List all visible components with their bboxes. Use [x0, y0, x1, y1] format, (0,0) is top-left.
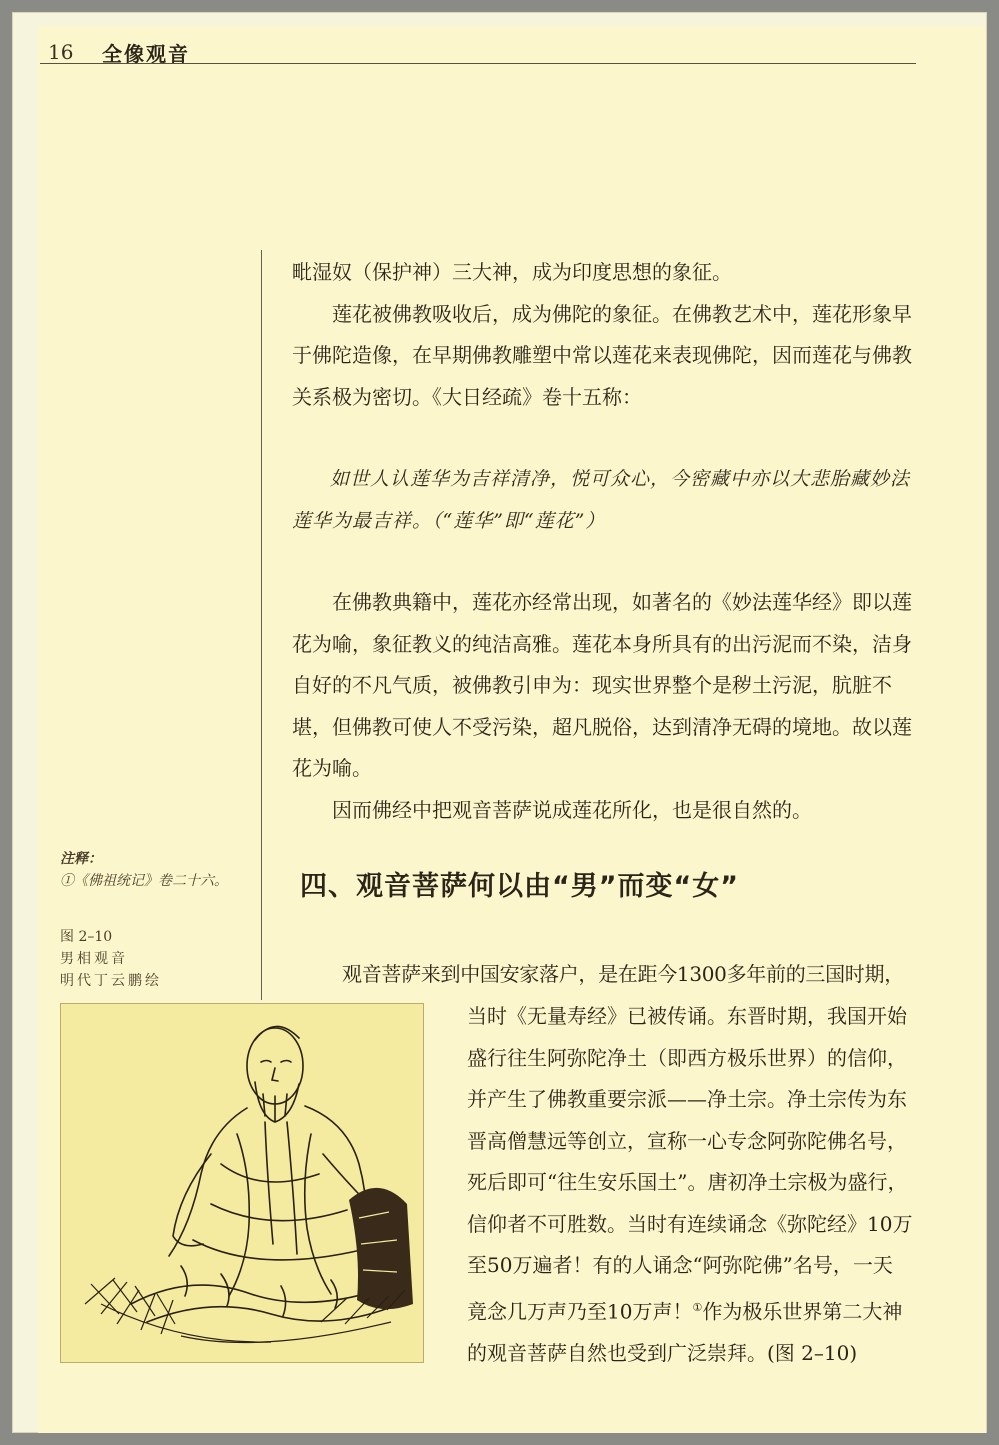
paragraph: 因而佛经中把观音菩萨说成莲花所化，也是很自然的。 — [332, 797, 812, 822]
text-segment: 作为极乐世界第二大神 — [702, 1299, 903, 1324]
notes-label: 注释： — [60, 851, 102, 867]
text-line: 死后即可“往生安乐国土”。唐初净土宗极为盛行， — [467, 1170, 908, 1194]
paragraph: 在佛教典籍中，莲花亦经常出现，如著名的《妙法莲华经》即以莲花为喻，象征教义的纯洁高雅。莲花本身所具有的出污泥而不染，洁身自好的不凡气质，被佛教引申为：现实世界整个是秽土污泥，肮脏不堪，但佛教可使人不受污染，超凡脱俗，达到清净无碍的境地。故以莲花为喻。 — [292, 590, 912, 780]
book-title: 全像观音 — [102, 42, 190, 66]
figure-title: 男相观音 — [60, 951, 128, 967]
footnote-item: ①《佛祖统记》卷二十六。 — [60, 873, 228, 889]
footnotes — [60, 848, 228, 892]
page-number: 16 — [48, 40, 74, 64]
text-line: 信仰者不可胜数。当时有连续诵念《弥陀经》10万 — [467, 1211, 913, 1236]
guanyin-illustration — [60, 1003, 424, 1363]
paragraph-first-line: 观音菩萨来到中国安家落户，是在距今1300多年前的三国时期， — [342, 962, 904, 986]
ink-drawing-male-guanyin — [61, 1004, 423, 1362]
figure-number: 图 2–10 — [60, 929, 113, 945]
text-line: 并产生了佛教重要宗派——净土宗。净土宗传为东 — [467, 1087, 907, 1111]
text-line: 的观音菩萨自然也受到广泛崇拜。(图 2–10) — [467, 1340, 858, 1365]
footnote-marker: ① — [692, 1300, 703, 1314]
text-line: 晋高僧慧远等创立，宣称一心专念阿弥陀佛名号， — [467, 1128, 907, 1153]
upper-text-block — [292, 252, 927, 418]
paragraph: 毗湿奴（保护神）三大神，成为印度思想的象征。 — [292, 260, 732, 284]
paragraph: 莲花被佛教吸收后，成为佛陀的象征。在佛教艺术中，莲花形象早于佛陀造像，在早期佛教雕塑中常以莲花来表现佛陀，因而莲花与佛教关系极为密切。《大日经疏》卷十五称： — [292, 301, 912, 409]
middle-text-block — [292, 582, 927, 831]
section-heading: 四、观音菩萨何以由“男”而变“女” — [300, 871, 739, 902]
figure-credit: 明代丁云鹏绘 — [60, 973, 162, 989]
text-line: 盛行往生阿弥陀净土（即西方极乐世界）的信仰， — [467, 1045, 907, 1070]
header-rule — [40, 63, 916, 64]
section-intro-line — [342, 954, 927, 996]
column-divider — [261, 250, 262, 1000]
text-line: 至50万遍者！有的人诵念“阿弥陀佛”名号，一天 — [467, 1253, 893, 1277]
text-line — [467, 1287, 927, 1333]
figure-caption — [60, 926, 162, 992]
text-segment: 竟念几万声乃至10万声！ — [467, 1299, 693, 1324]
running-head — [40, 32, 920, 72]
section-body-wrapped — [467, 996, 927, 1374]
scripture-quote: 如世人认莲华为吉祥清净，悦可众心，今密藏中亦以大悲胎藏妙法莲华为最吉祥。（“莲华”即“莲花”） — [292, 468, 911, 532]
text-line: 当时《无量寿经》已被传诵。东晋时期，我国开始 — [467, 1004, 907, 1028]
